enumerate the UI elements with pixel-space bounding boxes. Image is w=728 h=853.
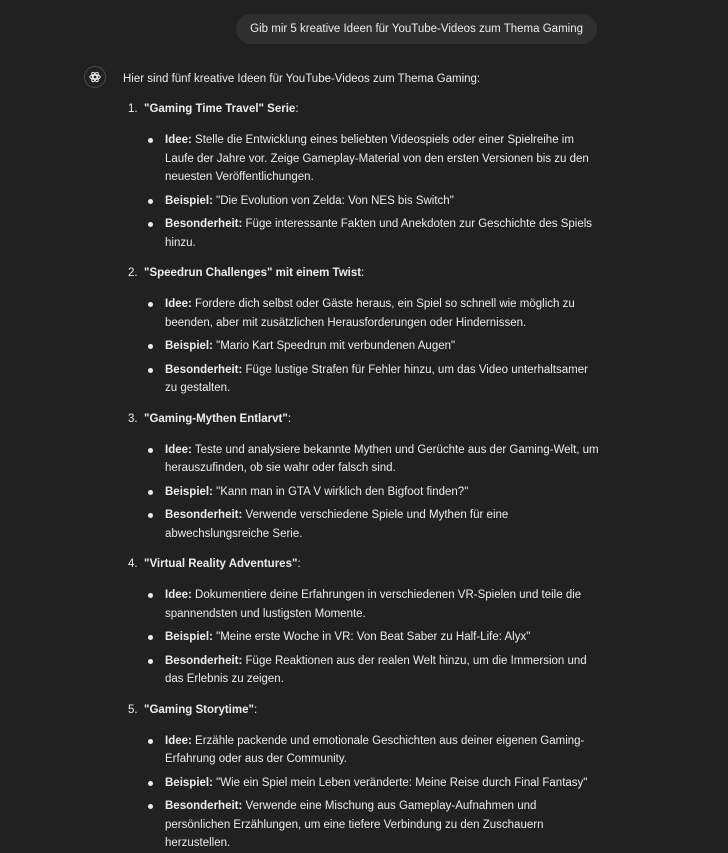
point-label: Beispiel:	[165, 340, 213, 352]
idea-point	[165, 506, 599, 543]
idea-heading	[123, 100, 603, 118]
idea-point	[165, 361, 599, 398]
idea-heading	[123, 264, 603, 282]
point-text: Verwende verschiedene Spiele und Mythen für eine abwechslungsreiche Serie.	[165, 509, 509, 540]
idea-item	[123, 410, 603, 544]
point-label: Beispiel:	[165, 631, 213, 643]
point-text: Erzähle packende und emotionale Geschichten aus deiner eigenen Gaming-Erfahrung oder aus der Community.	[165, 734, 585, 765]
point-text: "Meine erste Woche in VR: Von Beat Saber zu Half-Life: Alyx"	[216, 631, 531, 643]
idea-points	[123, 131, 603, 252]
bullet-icon	[148, 781, 153, 786]
point-label: Idee:	[165, 443, 192, 456]
idea-item	[123, 100, 603, 252]
idea-title-suffix: :	[297, 558, 301, 570]
openai-logo-icon	[88, 70, 102, 84]
bullet-icon	[148, 804, 153, 809]
bullet-icon	[148, 302, 153, 307]
point-label: Idee:	[165, 589, 192, 601]
idea-points	[123, 586, 603, 689]
idea-point	[165, 483, 599, 502]
idea-number: 4.	[128, 558, 138, 570]
idea-point	[165, 131, 599, 187]
idea-item	[123, 701, 603, 853]
idea-point	[165, 295, 599, 332]
idea-point	[165, 441, 599, 478]
point-label: Beispiel:	[165, 194, 213, 207]
point-text: "Wie ein Spiel mein Leben veränderte: Meine Reise durch Final Fantasy"	[216, 776, 588, 789]
bullet-icon	[148, 513, 153, 518]
point-text: Verwende eine Mischung aus Gameplay-Aufnahmen und persönlichen Erzählungen, um eine tiefere Verbindung zu den Zuschauern herzustellen.	[165, 800, 544, 849]
point-label: Besonderheit:	[165, 509, 243, 521]
user-message-text: Gib mir 5 kreative Ideen für YouTube-Videos zum Thema Gaming	[250, 23, 583, 35]
idea-title-suffix: :	[253, 703, 258, 716]
idea-title-suffix: :	[287, 412, 292, 425]
point-text: Teste und analysiere bekannte Mythen und Gerüchte aus der Gaming-Welt, um herauszufinden, ob sie wahr oder falsch sind.	[165, 443, 599, 474]
point-text: Füge Reaktionen aus der realen Welt hinzu, um die Immersion und das Erlebnis zu zeigen.	[165, 654, 587, 685]
idea-point	[165, 586, 599, 623]
point-label: Besonderheit:	[165, 800, 243, 812]
idea-item	[123, 264, 603, 398]
point-text: Fordere dich selbst oder Gäste heraus, ein Spiel so schnell wie möglich zu beenden, aber mit zusätzlichen Herausforderungen oder Hindernissen.	[165, 298, 575, 329]
idea-number: 3.	[128, 412, 138, 425]
idea-points	[123, 295, 603, 398]
idea-title-suffix: :	[361, 267, 365, 279]
bullet-icon	[148, 222, 153, 227]
point-text: Füge interessante Fakten und Anekdoten zur Geschichte des Spiels hinzu.	[165, 218, 593, 249]
point-text: "Kann man in GTA V wirklich den Bigfoot finden?"	[216, 485, 469, 498]
idea-point	[165, 337, 599, 356]
user-message-bubble	[236, 14, 597, 44]
idea-point	[165, 192, 599, 211]
point-label: Besonderheit:	[165, 654, 243, 667]
point-label: Beispiel:	[165, 776, 213, 789]
bullet-icon	[148, 199, 153, 204]
ideas-list	[123, 100, 603, 853]
bullet-icon	[148, 368, 153, 373]
bullet-icon	[148, 739, 153, 744]
idea-number: 5.	[128, 703, 138, 716]
bullet-icon	[148, 593, 153, 598]
point-label: Idee:	[165, 298, 192, 310]
idea-point	[165, 652, 599, 689]
idea-title-suffix: :	[295, 103, 299, 115]
assistant-avatar	[84, 66, 106, 88]
idea-title: "Gaming Storytime"	[144, 703, 254, 716]
point-text: Stelle die Entwicklung eines beliebten Videospiels oder einer Spielreihe im Laufe der Jahre vor. Zeige Gameplay-Material von den ersten Versionen bis zu den neuesten Veröffentlichungen.	[165, 134, 589, 183]
point-label: Beispiel:	[165, 485, 213, 498]
idea-point	[165, 774, 599, 793]
idea-number: 1.	[128, 103, 138, 115]
idea-point	[165, 215, 599, 252]
idea-title: "Speedrun Challenges" mit einem Twist	[144, 267, 362, 279]
bullet-icon	[148, 138, 153, 143]
point-text: Füge lustige Strafen für Fehler hinzu, um das Video unterhaltsamer zu gestalten.	[165, 363, 588, 394]
idea-title: "Virtual Reality Adventures"	[144, 558, 298, 570]
idea-heading	[123, 555, 603, 573]
idea-heading	[123, 701, 603, 719]
point-label: Besonderheit:	[165, 218, 243, 230]
bullet-icon	[148, 659, 153, 664]
bullet-icon	[148, 635, 153, 640]
point-label: Idee:	[165, 734, 192, 747]
assistant-message	[123, 70, 603, 853]
idea-points	[123, 441, 603, 544]
idea-item	[123, 555, 603, 689]
point-label: Besonderheit:	[165, 363, 243, 376]
bullet-icon	[148, 490, 153, 495]
idea-point	[165, 628, 599, 647]
idea-number: 2.	[128, 267, 138, 279]
idea-point	[165, 732, 599, 769]
assistant-intro: Hier sind fünf kreative Ideen für YouTube-Videos zum Thema Gaming:	[123, 73, 481, 85]
bullet-icon	[148, 448, 153, 453]
point-label: Idee:	[165, 134, 192, 146]
idea-points	[123, 732, 603, 853]
idea-title: "Gaming-Mythen Entlarvt"	[144, 412, 288, 425]
idea-heading	[123, 410, 603, 428]
idea-point	[165, 797, 599, 853]
idea-title: "Gaming Time Travel" Serie	[144, 103, 296, 115]
point-text: Dokumentiere deine Erfahrungen in verschiedenen VR-Spielen und teile die spannendsten und lustigsten Momente.	[165, 589, 582, 620]
point-text: "Die Evolution von Zelda: Von NES bis Switch"	[216, 194, 454, 207]
bullet-icon	[148, 344, 153, 349]
point-text: "Mario Kart Speedrun mit verbundenen Augen"	[216, 340, 456, 352]
